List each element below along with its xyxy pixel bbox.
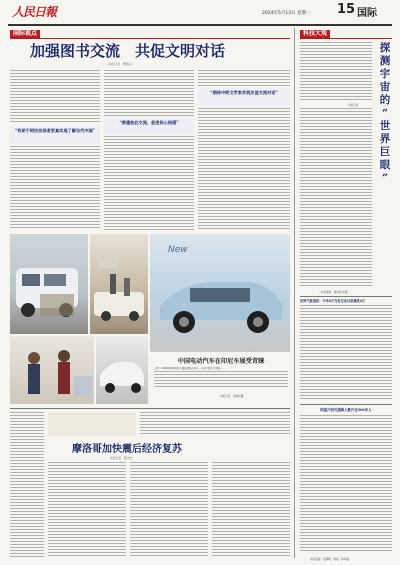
brief1-body bbox=[300, 305, 392, 401]
svg-text:New: New bbox=[168, 245, 188, 255]
bottom-article-rule bbox=[10, 408, 290, 409]
article-body-col-1b bbox=[10, 146, 100, 230]
photo-camper-van bbox=[10, 234, 88, 334]
bottom-sidebar-text bbox=[10, 412, 44, 558]
subheading-box-1 bbox=[10, 126, 100, 144]
page-editors: 本版责编：张倩晴 周锐 林卓编 bbox=[310, 558, 349, 561]
science-headline-char: 的 bbox=[379, 94, 391, 106]
science-headline-char: 测 bbox=[379, 55, 391, 67]
photo-block bbox=[10, 234, 290, 404]
column-divider bbox=[294, 28, 295, 558]
bottom-body-col-1 bbox=[48, 462, 126, 558]
science-headline-char: 宇 bbox=[379, 68, 391, 80]
bottom-byline: 本报记者 陈杰夫 bbox=[110, 456, 133, 460]
subheading-1: “有助于阿拉伯读者更真实地了解当代中国” bbox=[14, 128, 96, 133]
science-headline-char: 探 bbox=[379, 42, 391, 54]
science-body-col bbox=[300, 108, 372, 286]
bottom-body-col-3 bbox=[212, 462, 290, 558]
section-tag-science: 科技大观 bbox=[300, 30, 330, 38]
photo-caption-title: 中国电动汽车在印尼车展受青睐 bbox=[177, 358, 265, 365]
science-author: 本报记者 bbox=[348, 104, 359, 107]
article-body-col-1 bbox=[10, 70, 100, 124]
camper-van-icon bbox=[10, 234, 88, 334]
article-body-col-2 bbox=[104, 70, 194, 116]
issue-date: 2024年5月13日 星期一 bbox=[262, 11, 311, 16]
main-byline: 本报记者 曹凯兴 bbox=[108, 62, 133, 66]
newspaper-logo: 人民日報 bbox=[12, 5, 57, 19]
photo-white-car bbox=[96, 336, 148, 404]
photo-caption-lines bbox=[154, 371, 288, 389]
subheading-2: “搭建彼此交流、促进民心相通” bbox=[119, 120, 179, 125]
article-body-col-3b bbox=[198, 108, 290, 230]
science-headline-char: 眼 bbox=[379, 159, 391, 171]
science-headline-char: “ bbox=[381, 107, 389, 119]
page-section-title: 国际 bbox=[357, 8, 377, 19]
photo-electric-suv bbox=[150, 234, 290, 352]
science-headline-char: 宙 bbox=[379, 81, 391, 93]
photo-caption: 上图：2024年印尼国际车展在雅加达举办，多家中国车企参展…… bbox=[154, 367, 225, 370]
bottom-photo-placeholder bbox=[48, 412, 136, 436]
masthead bbox=[0, 0, 400, 24]
bottom-headline: 摩洛哥加快震后经济复苏 bbox=[72, 444, 182, 455]
section-tag-international-view: 国际视点 bbox=[10, 30, 40, 38]
science-headline-char: 世 bbox=[379, 120, 391, 132]
section-tag-rule bbox=[10, 38, 290, 39]
masthead-rule bbox=[8, 24, 392, 26]
science-body-top bbox=[300, 42, 372, 100]
brief2-body bbox=[300, 415, 392, 553]
brief2-title: 阿富汗洪灾遇难人数升至300多人 bbox=[320, 408, 372, 412]
brief1-title: 世界气象组织：今年4月为有记录以来最热4月 bbox=[300, 299, 365, 303]
brief2-rule bbox=[300, 404, 392, 405]
article-body-col-3a bbox=[198, 70, 290, 86]
subheading-box-2 bbox=[104, 118, 194, 134]
main-headline: 加强图书交流 共促文明对话 bbox=[30, 42, 226, 60]
subheading-3: “期待中阿文学家共筑友谊交流对话” bbox=[210, 90, 278, 95]
science-headline-vertical bbox=[377, 42, 393, 185]
science-footnote: （本版责编：黄培昭 杨倩） bbox=[318, 291, 350, 294]
photo-exhibition-hall bbox=[90, 234, 148, 334]
science-headline-char: 界 bbox=[379, 133, 391, 145]
science-headline-char: 巨 bbox=[379, 146, 391, 158]
bottom-body-col-2 bbox=[130, 462, 208, 558]
brief1-rule bbox=[300, 296, 392, 297]
photo-visitors bbox=[10, 336, 94, 404]
bottom-body-top bbox=[140, 412, 290, 436]
page-number: 15 bbox=[337, 2, 356, 17]
right-tag-rule bbox=[300, 38, 392, 39]
science-headline-char: ” bbox=[381, 172, 389, 184]
article-body-col-2b bbox=[104, 136, 194, 230]
subheading-box-3 bbox=[198, 88, 290, 106]
photo-credit: 本报记者 张晓东摄 bbox=[220, 395, 244, 398]
